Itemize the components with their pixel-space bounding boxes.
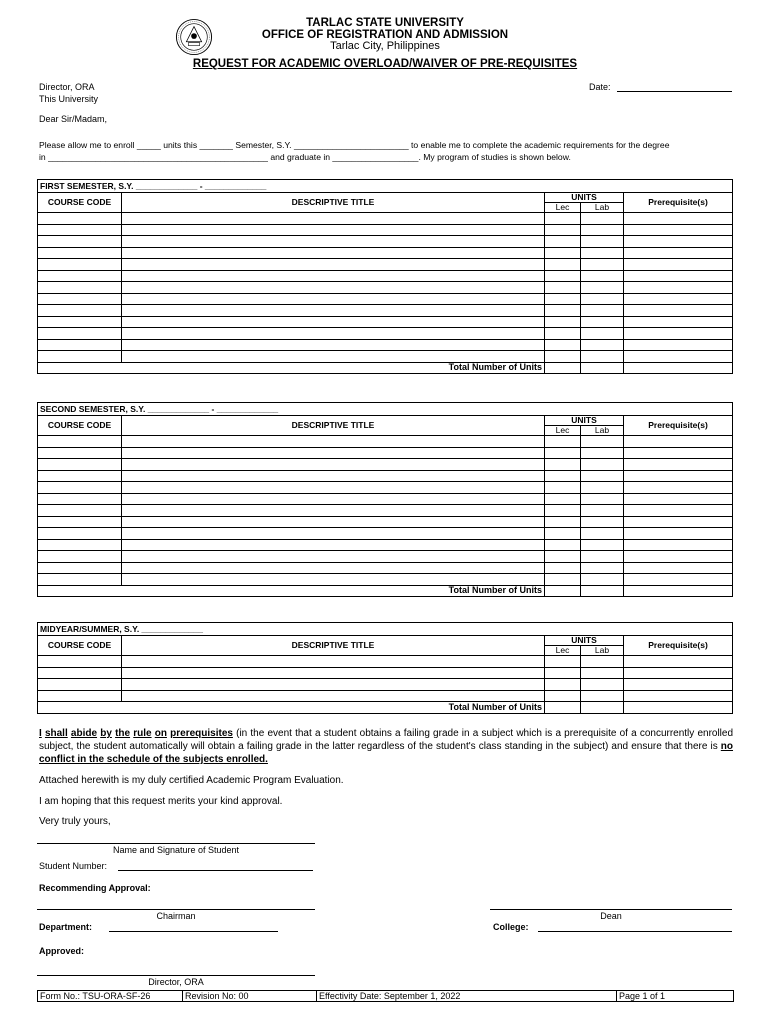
descriptive-title-cell[interactable] <box>122 270 545 282</box>
descriptive-title-header: DESCRIPTIVE TITLE <box>122 193 545 213</box>
lab-cell[interactable] <box>581 516 624 528</box>
descriptive-title-cell[interactable] <box>122 447 545 459</box>
course-code-cell[interactable] <box>38 224 122 236</box>
lab-cell[interactable] <box>581 436 624 448</box>
prerequisite-cell[interactable] <box>624 667 733 679</box>
first-semester-row <box>38 282 733 294</box>
second-semester-row <box>38 539 733 551</box>
descriptive-title-cell[interactable] <box>122 667 545 679</box>
course-code-cell[interactable] <box>38 351 122 363</box>
prerequisite-cell[interactable] <box>624 656 733 668</box>
abide-word: the <box>115 728 131 739</box>
addressee-line1: Director, ORA <box>39 82 95 92</box>
course-code-cell[interactable] <box>38 679 122 691</box>
student-signature-label: Name and Signature of Student <box>112 845 240 855</box>
course-code-cell[interactable] <box>38 690 122 702</box>
prerequisite-cell[interactable] <box>624 328 733 340</box>
lec-cell[interactable] <box>545 493 581 505</box>
second-semester-row <box>38 516 733 528</box>
abide-word: prerequisites <box>170 728 233 739</box>
descriptive-title-cell[interactable] <box>122 539 545 551</box>
lab-cell[interactable] <box>581 328 624 340</box>
prerequisite-cell[interactable] <box>624 482 733 494</box>
lec-cell[interactable] <box>545 305 581 317</box>
abide-word: I <box>39 728 42 739</box>
descriptive-title-cell[interactable] <box>122 247 545 259</box>
form-number: Form No.: TSU-ORA-SF-26 <box>40 991 151 1001</box>
department-label: Department: <box>39 922 93 932</box>
course-code-header: COURSE CODE <box>38 416 122 436</box>
hoping-text: I am hoping that this request merits your kind approval. <box>39 796 283 807</box>
lab-cell[interactable] <box>581 236 624 248</box>
first-semester-row <box>38 316 733 328</box>
descriptive-title-cell[interactable] <box>122 459 545 471</box>
prerequisite-cell[interactable] <box>624 270 733 282</box>
first-semester-row <box>38 351 733 363</box>
college-field[interactable] <box>538 931 732 932</box>
descriptive-title-cell[interactable] <box>122 516 545 528</box>
lec-cell[interactable] <box>545 259 581 271</box>
course-code-cell[interactable] <box>38 236 122 248</box>
lab-cell[interactable] <box>581 247 624 259</box>
lab-cell[interactable] <box>581 493 624 505</box>
date-field[interactable] <box>617 91 732 92</box>
second-semester-heading: SECOND SEMESTER, S.Y. _____________ - _____________ <box>38 403 733 416</box>
lec-cell[interactable] <box>545 505 581 517</box>
total-lab-cell[interactable] <box>581 702 624 714</box>
descriptive-title-cell[interactable] <box>122 213 545 225</box>
attached-text: Attached herewith is my duly certified Academic Program Evaluation. <box>39 775 344 786</box>
first-semester-table <box>37 179 733 374</box>
prerequisite-cell[interactable] <box>624 236 733 248</box>
revision-number: Revision No: 00 <box>182 991 249 1001</box>
lab-cell[interactable] <box>581 351 624 363</box>
lec-cell[interactable] <box>545 690 581 702</box>
total-lec-cell[interactable] <box>545 585 581 597</box>
course-code-cell[interactable] <box>38 213 122 225</box>
first-semester-row <box>38 224 733 236</box>
second-semester-row <box>38 505 733 517</box>
descriptive-title-cell[interactable] <box>122 528 545 540</box>
prerequisite-cell[interactable] <box>624 493 733 505</box>
total-units-label: Total Number of Units <box>38 702 545 714</box>
lab-cell[interactable] <box>581 213 624 225</box>
first-semester-row <box>38 293 733 305</box>
descriptive-title-header: DESCRIPTIVE TITLE <box>122 636 545 656</box>
lec-cell[interactable] <box>545 539 581 551</box>
descriptive-title-cell[interactable] <box>122 316 545 328</box>
lec-cell[interactable] <box>545 436 581 448</box>
descriptive-title-cell[interactable] <box>122 305 545 317</box>
second-semester-row <box>38 459 733 471</box>
lec-header: Lec <box>545 203 581 213</box>
descriptive-title-cell[interactable] <box>122 282 545 294</box>
abide-word: abide <box>70 728 98 739</box>
prerequisite-cell[interactable] <box>624 528 733 540</box>
descriptive-title-cell[interactable] <box>122 436 545 448</box>
prerequisite-cell[interactable] <box>624 436 733 448</box>
lec-header: Lec <box>545 426 581 436</box>
second-semester-row <box>38 562 733 574</box>
prerequisite-cell[interactable] <box>624 339 733 351</box>
course-code-cell[interactable] <box>38 436 122 448</box>
course-code-cell[interactable] <box>38 259 122 271</box>
summer-row <box>38 656 733 668</box>
lec-cell[interactable] <box>545 293 581 305</box>
lab-cell[interactable] <box>581 270 624 282</box>
total-lec-cell[interactable] <box>545 702 581 714</box>
form-title: REQUEST FOR ACADEMIC OVERLOAD/WAIVER OF PRE-REQUISITES <box>192 58 578 70</box>
total-units-label: Total Number of Units <box>38 585 545 597</box>
lec-cell[interactable] <box>545 247 581 259</box>
descriptive-title-cell[interactable] <box>122 505 545 517</box>
lab-cell[interactable] <box>581 667 624 679</box>
course-code-cell[interactable] <box>38 482 122 494</box>
lab-cell[interactable] <box>581 224 624 236</box>
salutation: Dear Sir/Madam, <box>39 114 108 124</box>
page-number: Page 1 of 1 <box>616 991 665 1001</box>
descriptive-title-cell[interactable] <box>122 482 545 494</box>
lec-cell[interactable] <box>545 679 581 691</box>
first-semester-row <box>38 247 733 259</box>
second-semester-row <box>38 574 733 586</box>
course-code-cell[interactable] <box>38 459 122 471</box>
prerequisite-cell[interactable] <box>624 539 733 551</box>
lec-cell[interactable] <box>545 470 581 482</box>
lab-header: Lab <box>581 646 624 656</box>
prerequisite-cell[interactable] <box>624 690 733 702</box>
total-lab-cell[interactable] <box>581 362 624 374</box>
prerequisite-cell[interactable] <box>624 247 733 259</box>
descriptive-title-cell[interactable] <box>122 690 545 702</box>
lab-cell[interactable] <box>581 305 624 317</box>
second-semester-row <box>38 470 733 482</box>
prerequisite-cell[interactable] <box>624 470 733 482</box>
prerequisite-cell[interactable] <box>624 459 733 471</box>
lab-header: Lab <box>581 203 624 213</box>
course-code-cell[interactable] <box>38 293 122 305</box>
abide-word: by <box>100 728 112 739</box>
descriptive-title-cell[interactable] <box>122 551 545 563</box>
descriptive-title-cell[interactable] <box>122 236 545 248</box>
descriptive-title-cell[interactable] <box>122 679 545 691</box>
lab-cell[interactable] <box>581 528 624 540</box>
lec-header: Lec <box>545 646 581 656</box>
lec-cell[interactable] <box>545 328 581 340</box>
first-semester-row <box>38 213 733 225</box>
abide-rest: (in the event that a student obtains a failing grade in a subject which is a prerequisite of a concurrently enrolled subject, the student automatically will obtain a failing grade in the latter regardless of the student's class standing in the subject) and ensure that there is <box>39 728 734 752</box>
course-code-cell[interactable] <box>38 528 122 540</box>
descriptive-title-cell[interactable] <box>122 293 545 305</box>
lec-cell[interactable] <box>545 270 581 282</box>
descriptive-title-cell[interactable] <box>122 470 545 482</box>
course-code-cell[interactable] <box>38 667 122 679</box>
course-code-cell[interactable] <box>38 493 122 505</box>
total-lec-cell[interactable] <box>545 362 581 374</box>
course-code-cell[interactable] <box>38 270 122 282</box>
city-name: Tarlac City, Philippines <box>330 40 440 52</box>
second-semester-row <box>38 482 733 494</box>
lab-cell[interactable] <box>581 539 624 551</box>
lec-cell[interactable] <box>545 459 581 471</box>
chairman-signature-line[interactable] <box>37 909 315 910</box>
lec-cell[interactable] <box>545 351 581 363</box>
lec-cell[interactable] <box>545 339 581 351</box>
approved-label: Approved: <box>39 946 84 956</box>
descriptive-title-cell[interactable] <box>122 259 545 271</box>
lec-cell[interactable] <box>545 656 581 668</box>
course-code-header: COURSE CODE <box>38 636 122 656</box>
prerequisite-cell[interactable] <box>624 224 733 236</box>
lab-cell[interactable] <box>581 259 624 271</box>
units-header: UNITS <box>545 193 624 203</box>
second-semester-row <box>38 436 733 448</box>
course-code-cell[interactable] <box>38 539 122 551</box>
summer-table <box>37 622 733 714</box>
lec-cell[interactable] <box>545 667 581 679</box>
prerequisite-cell[interactable] <box>624 282 733 294</box>
summer-heading: MIDYEAR/SUMMER, S.Y. _____________ <box>38 623 733 636</box>
director-signature-line[interactable] <box>37 975 315 976</box>
lec-cell[interactable] <box>545 236 581 248</box>
lab-cell[interactable] <box>581 447 624 459</box>
prerequisite-cell[interactable] <box>624 562 733 574</box>
first-semester-row <box>38 259 733 271</box>
student-signature-line[interactable] <box>37 843 315 844</box>
lec-cell[interactable] <box>545 562 581 574</box>
first-semester-row <box>38 328 733 340</box>
course-code-cell[interactable] <box>38 339 122 351</box>
lab-cell[interactable] <box>581 679 624 691</box>
course-code-header: COURSE CODE <box>38 193 122 213</box>
prerequisite-cell[interactable] <box>624 679 733 691</box>
lec-cell[interactable] <box>545 528 581 540</box>
lec-cell[interactable] <box>545 482 581 494</box>
prerequisites-header: Prerequisite(s) <box>624 193 733 213</box>
lec-cell[interactable] <box>545 224 581 236</box>
descriptive-title-cell[interactable] <box>122 493 545 505</box>
second-semester-row <box>38 528 733 540</box>
college-label: College: <box>493 922 529 932</box>
lab-cell[interactable] <box>581 339 624 351</box>
abide-paragraph <box>39 727 733 766</box>
course-code-cell[interactable] <box>38 551 122 563</box>
addressee-line2: This University <box>39 94 99 104</box>
course-code-cell[interactable] <box>38 247 122 259</box>
prerequisite-cell[interactable] <box>624 516 733 528</box>
descriptive-title-cell[interactable] <box>122 351 545 363</box>
lab-header: Lab <box>581 426 624 436</box>
lab-cell[interactable] <box>581 316 624 328</box>
second-semester-row <box>38 447 733 459</box>
prerequisite-cell[interactable] <box>624 316 733 328</box>
course-code-cell[interactable] <box>38 305 122 317</box>
summer-row <box>38 679 733 691</box>
descriptive-title-cell[interactable] <box>122 656 545 668</box>
descriptive-title-header: DESCRIPTIVE TITLE <box>122 416 545 436</box>
descriptive-title-cell[interactable] <box>122 224 545 236</box>
course-code-cell[interactable] <box>38 316 122 328</box>
summer-row <box>38 667 733 679</box>
closing-text: Very truly yours, <box>39 816 111 827</box>
request-line2: in ______________________________________________ and graduate in __________________. My program of studies is shown below. <box>39 152 571 162</box>
university-name: TARLAC STATE UNIVERSITY <box>306 17 464 29</box>
lab-cell[interactable] <box>581 690 624 702</box>
first-semester-row <box>38 339 733 351</box>
form-footer <box>37 990 734 1002</box>
lab-cell[interactable] <box>581 459 624 471</box>
units-header: UNITS <box>545 636 624 646</box>
abide-word: on <box>154 728 167 739</box>
director-label: Director, ORA <box>148 977 204 987</box>
chairman-label: Chairman <box>156 911 196 921</box>
student-number-label: Student Number: <box>39 861 108 871</box>
lab-cell[interactable] <box>581 562 624 574</box>
first-semester-heading: FIRST SEMESTER, S.Y. _____________ - _____________ <box>38 180 733 193</box>
prerequisites-header: Prerequisite(s) <box>624 416 733 436</box>
lab-cell[interactable] <box>581 482 624 494</box>
lab-cell[interactable] <box>581 551 624 563</box>
course-code-cell[interactable] <box>38 562 122 574</box>
lab-cell[interactable] <box>581 574 624 586</box>
lab-cell[interactable] <box>581 293 624 305</box>
prerequisite-cell[interactable] <box>624 213 733 225</box>
lab-cell[interactable] <box>581 282 624 294</box>
no-conflict-text: no conflict in the schedule of the subjects enrolled. <box>39 741 734 765</box>
lec-cell[interactable] <box>545 447 581 459</box>
course-code-cell[interactable] <box>38 282 122 294</box>
course-code-cell[interactable] <box>38 447 122 459</box>
prerequisite-cell[interactable] <box>624 293 733 305</box>
first-semester-row <box>38 305 733 317</box>
descriptive-title-cell[interactable] <box>122 339 545 351</box>
abide-word: rule <box>133 728 152 739</box>
course-code-cell[interactable] <box>38 470 122 482</box>
lab-cell[interactable] <box>581 505 624 517</box>
dean-label: Dean <box>600 911 622 921</box>
prerequisites-header: Prerequisite(s) <box>624 636 733 656</box>
lab-cell[interactable] <box>581 656 624 668</box>
second-semester-table <box>37 402 733 597</box>
department-field[interactable] <box>109 931 278 932</box>
recommending-approval-label: Recommending Approval: <box>39 883 151 893</box>
descriptive-title-cell[interactable] <box>122 574 545 586</box>
course-code-cell[interactable] <box>38 328 122 340</box>
student-number-field[interactable] <box>118 870 313 871</box>
effectivity-date: Effectivity Date: September 1, 2022 <box>316 991 460 1001</box>
dean-signature-line[interactable] <box>490 909 732 910</box>
second-semester-row <box>38 493 733 505</box>
prerequisite-cell[interactable] <box>624 551 733 563</box>
abide-word: shall <box>44 728 68 739</box>
descriptive-title-cell[interactable] <box>122 562 545 574</box>
request-line1: Please allow me to enroll _____ units this _______ Semester, S.Y. ________________________ to enable me to complete the academic requirements for the degree <box>39 140 670 150</box>
second-semester-row <box>38 551 733 563</box>
descriptive-title-cell[interactable] <box>122 328 545 340</box>
prerequisite-cell[interactable] <box>624 351 733 363</box>
summer-row <box>38 690 733 702</box>
lec-cell[interactable] <box>545 574 581 586</box>
lec-cell[interactable] <box>545 316 581 328</box>
lec-cell[interactable] <box>545 551 581 563</box>
course-code-cell[interactable] <box>38 656 122 668</box>
date-label: Date: <box>589 82 611 92</box>
lec-cell[interactable] <box>545 516 581 528</box>
prerequisite-cell[interactable] <box>624 505 733 517</box>
lec-cell[interactable] <box>545 213 581 225</box>
first-semester-row <box>38 270 733 282</box>
prerequisite-cell[interactable] <box>624 305 733 317</box>
total-lab-cell[interactable] <box>581 585 624 597</box>
course-code-cell[interactable] <box>38 574 122 586</box>
prerequisite-cell[interactable] <box>624 259 733 271</box>
lec-cell[interactable] <box>545 282 581 294</box>
office-name: OFFICE OF REGISTRATION AND ADMISSION <box>261 29 509 41</box>
total-units-label: Total Number of Units <box>38 362 545 374</box>
first-semester-row <box>38 236 733 248</box>
prerequisite-cell[interactable] <box>624 574 733 586</box>
lab-cell[interactable] <box>581 470 624 482</box>
units-header: UNITS <box>545 416 624 426</box>
course-code-cell[interactable] <box>38 505 122 517</box>
prerequisite-cell[interactable] <box>624 447 733 459</box>
course-code-cell[interactable] <box>38 516 122 528</box>
